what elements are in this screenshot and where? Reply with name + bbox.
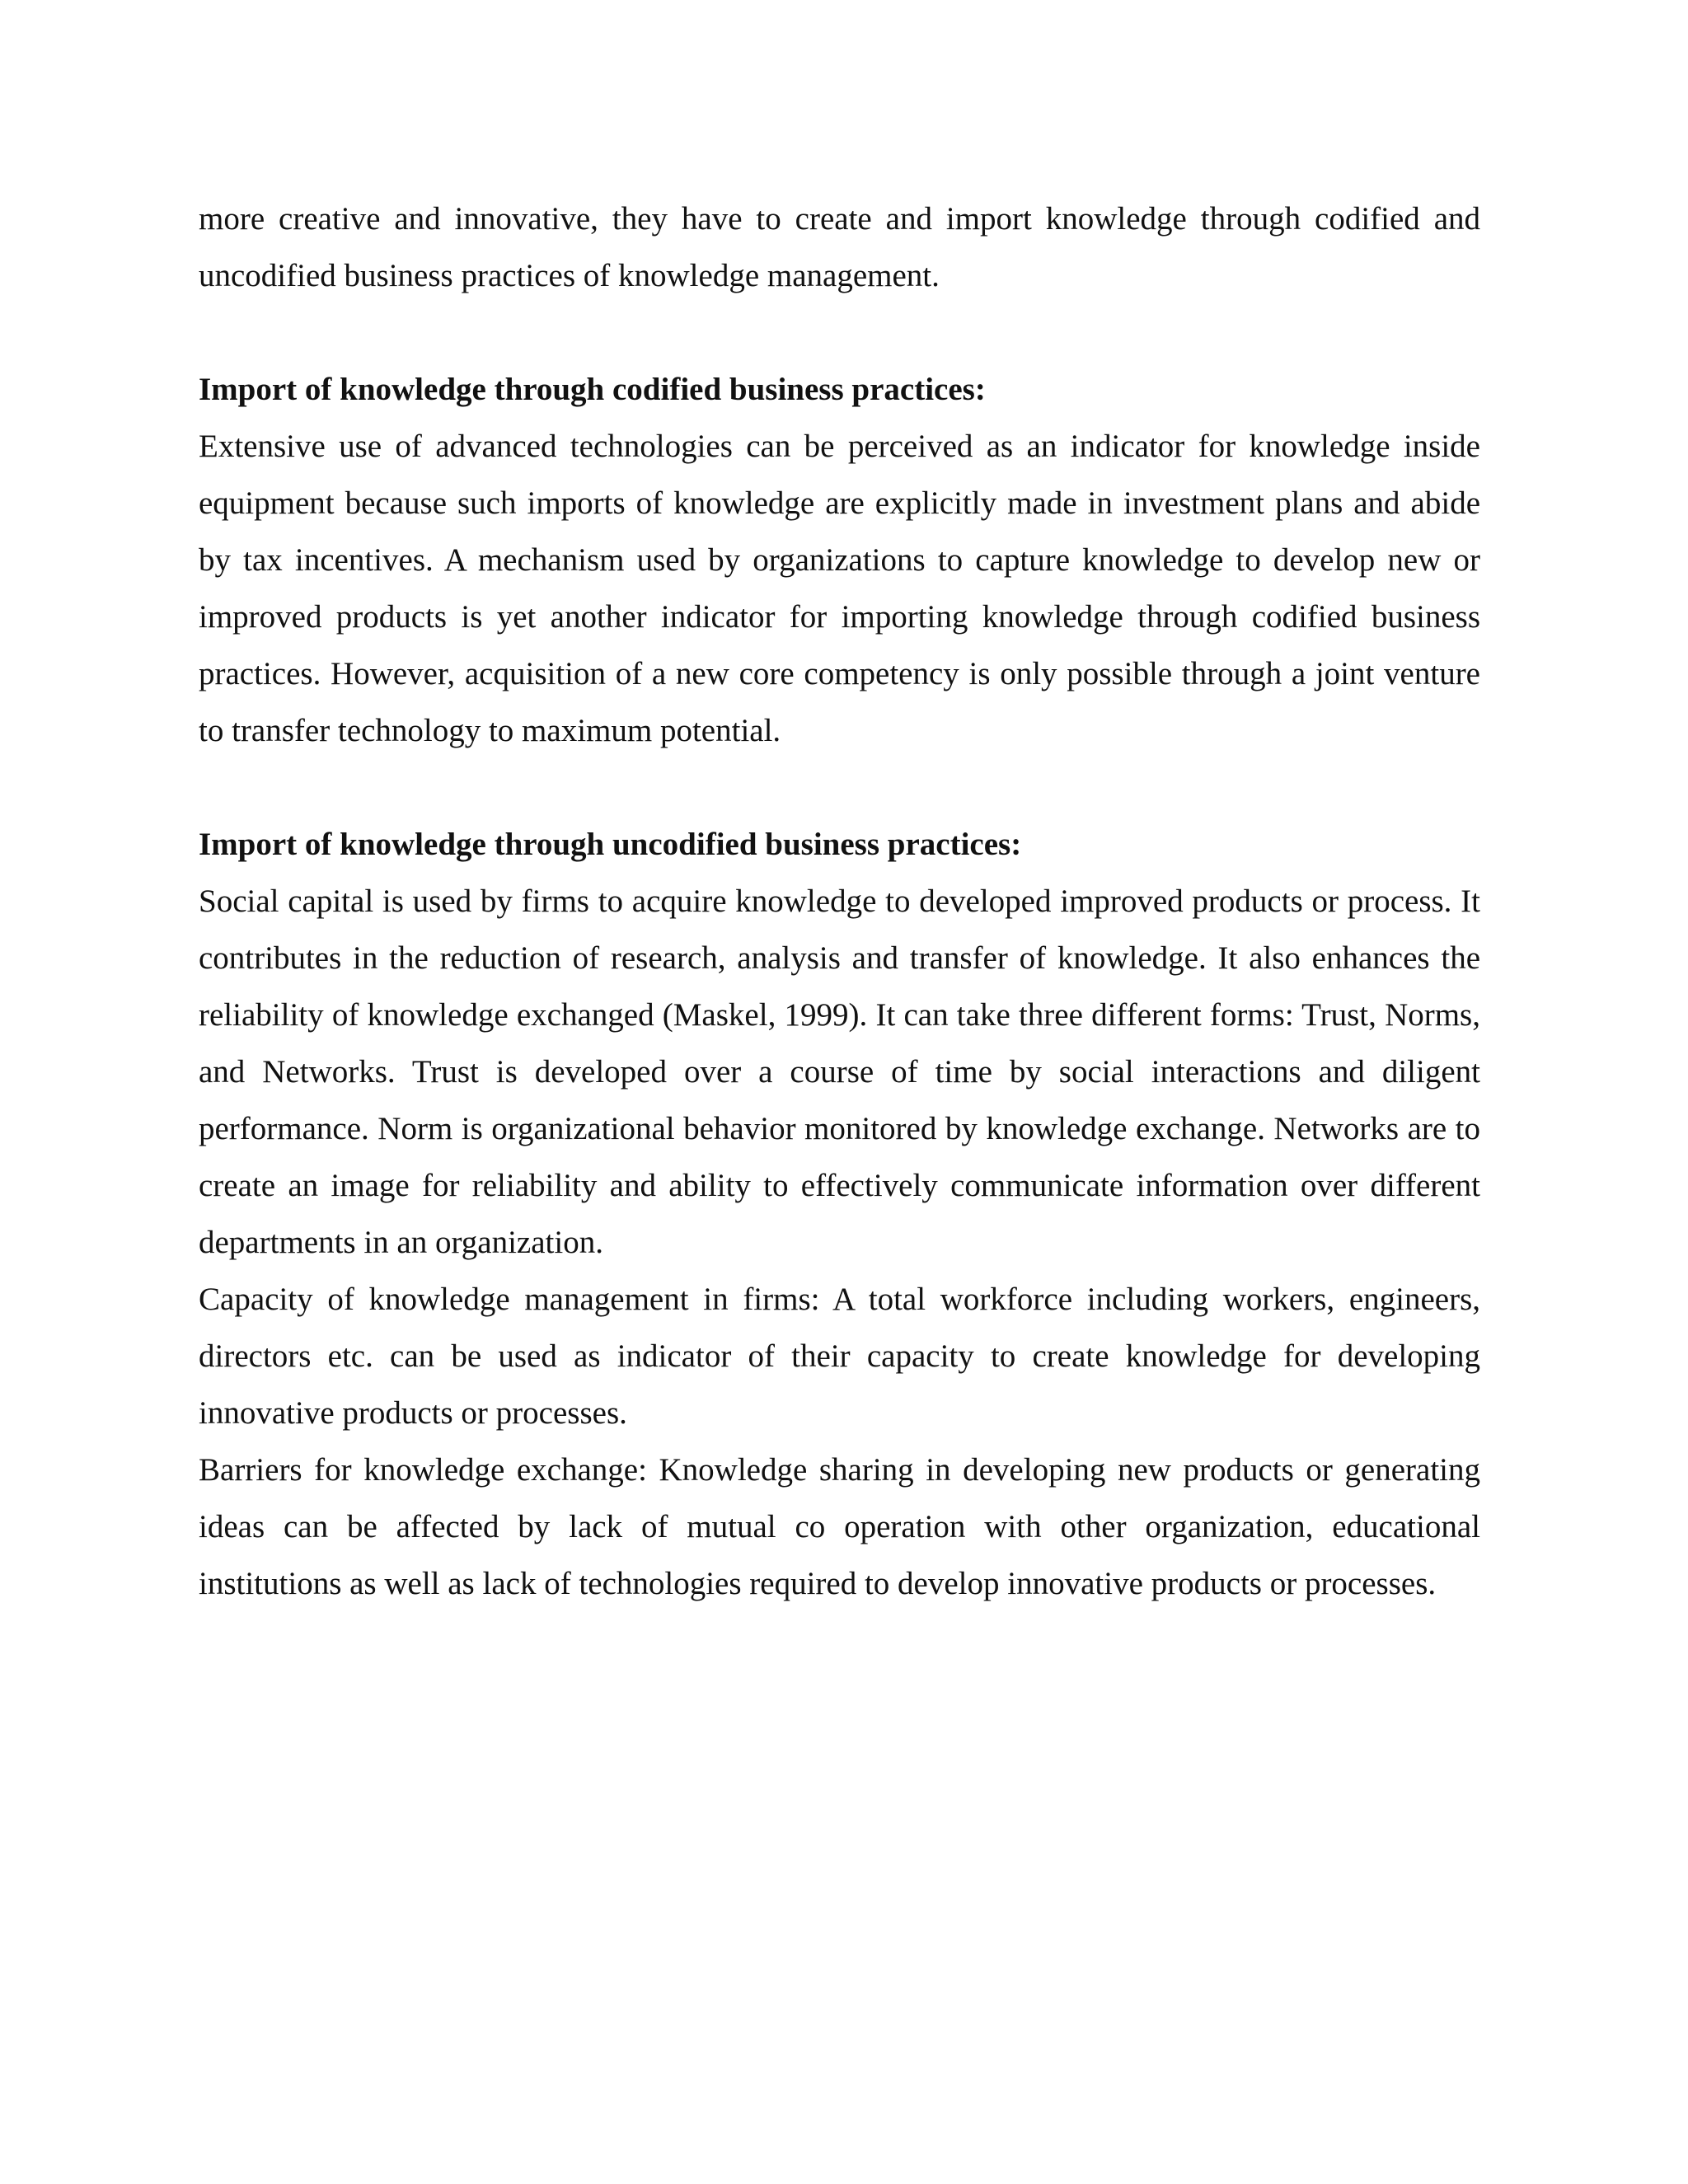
heading-codified-practices: Import of knowledge through codified business practices: xyxy=(199,372,986,407)
uncodified-practices-paragraph: Social capital is used by firms to acquire knowledge to developed improved products or process. It contributes in the reduction of research, analysis and transfer of knowledge. It also enhances the reliability of knowledge exchanged (Maskel, 1999). It can take three different forms: Trust, Norms, and Networks. Trust is developed over a course of time by social interactions and diligent performance. Norm is organizational behavior monitored by knowledge exchange. Networks are to create an image for reliability and ability to effectively communicate information over different departments in an organization. xyxy=(199,883,1480,1260)
paragraph-gap xyxy=(199,759,1480,816)
capacity-paragraph: Capacity of knowledge management in firms: A total workforce including workers, engineers, directors etc. can be used as indicator of their capacity to create knowledge for developing innovative products or processes. xyxy=(199,1282,1480,1431)
paragraph-gap xyxy=(199,304,1480,361)
intro-paragraph: more creative and innovative, they have to create and import knowledge through codified and uncodified business practices of knowledge management. xyxy=(199,201,1480,293)
barriers-paragraph: Barriers for knowledge exchange: Knowledge sharing in developing new products or generating ideas can be affected by lack of mutual co operation with other organization, educational institutions as well as lack of technologies required to develop innovative products or processes. xyxy=(199,1452,1480,1601)
heading-uncodified-practices: Import of knowledge through uncodified business practices: xyxy=(199,827,1022,862)
codified-practices-paragraph: Extensive use of advanced technologies can be perceived as an indicator for knowledge inside equipment because such imports of knowledge are explicitly made in investment plans and abide by tax incentives. A mechanism used by organizations to capture knowledge to develop new or improved products is yet another indicator for importing knowledge through codified business practices. However, acquisition of a new core competency is only possible through a joint venture to transfer technology to maximum potential. xyxy=(199,429,1480,748)
